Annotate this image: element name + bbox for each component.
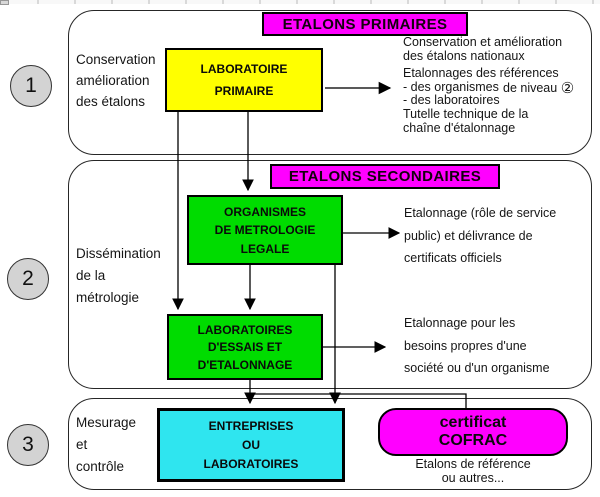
test-labs-box [167, 314, 323, 380]
section2-left-line1: Dissémination [76, 246, 161, 261]
section1-left-line1: Conservation [76, 52, 156, 67]
enterprises-line1: ENTREPRISES [208, 419, 294, 433]
cofrac-caption [388, 457, 558, 485]
enterprises-line3: LABORATOIRES [203, 457, 299, 471]
legal-metrology-line2: DE METROLOGIE [214, 223, 316, 237]
level-2-badge [7, 258, 49, 300]
note-niveau [503, 82, 574, 96]
note-labs-line1: Etalonnage pour les [404, 316, 516, 330]
note-labs [404, 312, 550, 380]
note-etalonnages-line1: Etalonnages des références [403, 66, 559, 80]
level-3-badge [7, 424, 49, 466]
scan-artifact-corner [0, 0, 9, 5]
note-etalonnages-line3: - des laboratoires [403, 93, 500, 107]
level-1-badge [10, 65, 52, 107]
note-legal-line3: certificats officiels [404, 251, 502, 265]
note-legal-line2: public) et délivrance de [404, 228, 533, 243]
secondary-standards-header [270, 164, 500, 189]
primary-laboratory-box [165, 48, 323, 112]
section1-left-line3: des étalons [76, 94, 146, 109]
legal-metrology-line1: ORGANISMES [223, 204, 306, 219]
section1-left-line2: amélioration [76, 73, 150, 88]
level-3-label: 3 [22, 433, 34, 456]
cofrac-caption-line2: ou autres... [441, 471, 505, 485]
legal-metrology-box [187, 195, 343, 265]
test-labs-line3: D'ETALONNAGE [197, 357, 293, 372]
note-tutelle-line2: chaîne d'étalonnage [403, 120, 516, 135]
note-legal-line1: Etalonnage (rôle de service [404, 206, 557, 220]
section3-left-line1: Mesurage [76, 415, 137, 430]
test-labs-line1: LABORATOIRES [197, 322, 293, 337]
note-conservation [403, 36, 562, 63]
note-labs-line2: besoins propres d'une [404, 338, 527, 353]
note-conservation-line2: des étalons nationaux [403, 48, 525, 63]
section2-left-label [76, 243, 161, 309]
primary-laboratory-line1: LABORATOIRE [200, 61, 288, 76]
section3-left-line2: et [76, 437, 88, 452]
scan-artifact-ticks [0, 0, 600, 4]
primary-standards-header [262, 12, 468, 36]
note-niveau-text: de niveau [503, 81, 558, 95]
cofrac-line2: COFRAC [438, 432, 508, 450]
cofrac-certificate-box [378, 408, 568, 456]
section3-left-line3: contrôle [76, 459, 125, 474]
test-labs-line2: D'ESSAIS ET [207, 340, 283, 354]
section3-left-label [76, 412, 136, 478]
note-etalonnages-line2: - des organismes [403, 79, 499, 94]
legal-metrology-line3: LEGALE [240, 241, 290, 256]
level-1-label: 1 [25, 74, 37, 97]
cofrac-caption-line1: Etalons de référence [415, 457, 531, 471]
section1-left-label [76, 49, 156, 112]
secondary-standards-header-label: ETALONS SECONDAIRES [288, 168, 482, 185]
cofrac-line1: certificat [439, 413, 507, 431]
enterprises-box [157, 408, 345, 482]
primary-standards-header-label: ETALONS PRIMAIRES [282, 15, 448, 33]
note-tutelle-line1: Tutelle technique de la [403, 107, 529, 121]
note-legal [404, 202, 556, 270]
note-conservation-line1: Conservation et amélioration [403, 35, 563, 49]
niveau-2-circled-icon: ② [560, 80, 575, 97]
primary-laboratory-line2: PRIMAIRE [214, 84, 274, 99]
section2-left-line2: de la [76, 268, 106, 283]
note-tutelle [403, 108, 528, 135]
note-labs-line3: société ou d'un organisme [404, 361, 550, 375]
level-2-label: 2 [22, 267, 34, 290]
enterprises-line2: OU [242, 438, 260, 452]
section2-left-line3: métrologie [76, 290, 140, 305]
